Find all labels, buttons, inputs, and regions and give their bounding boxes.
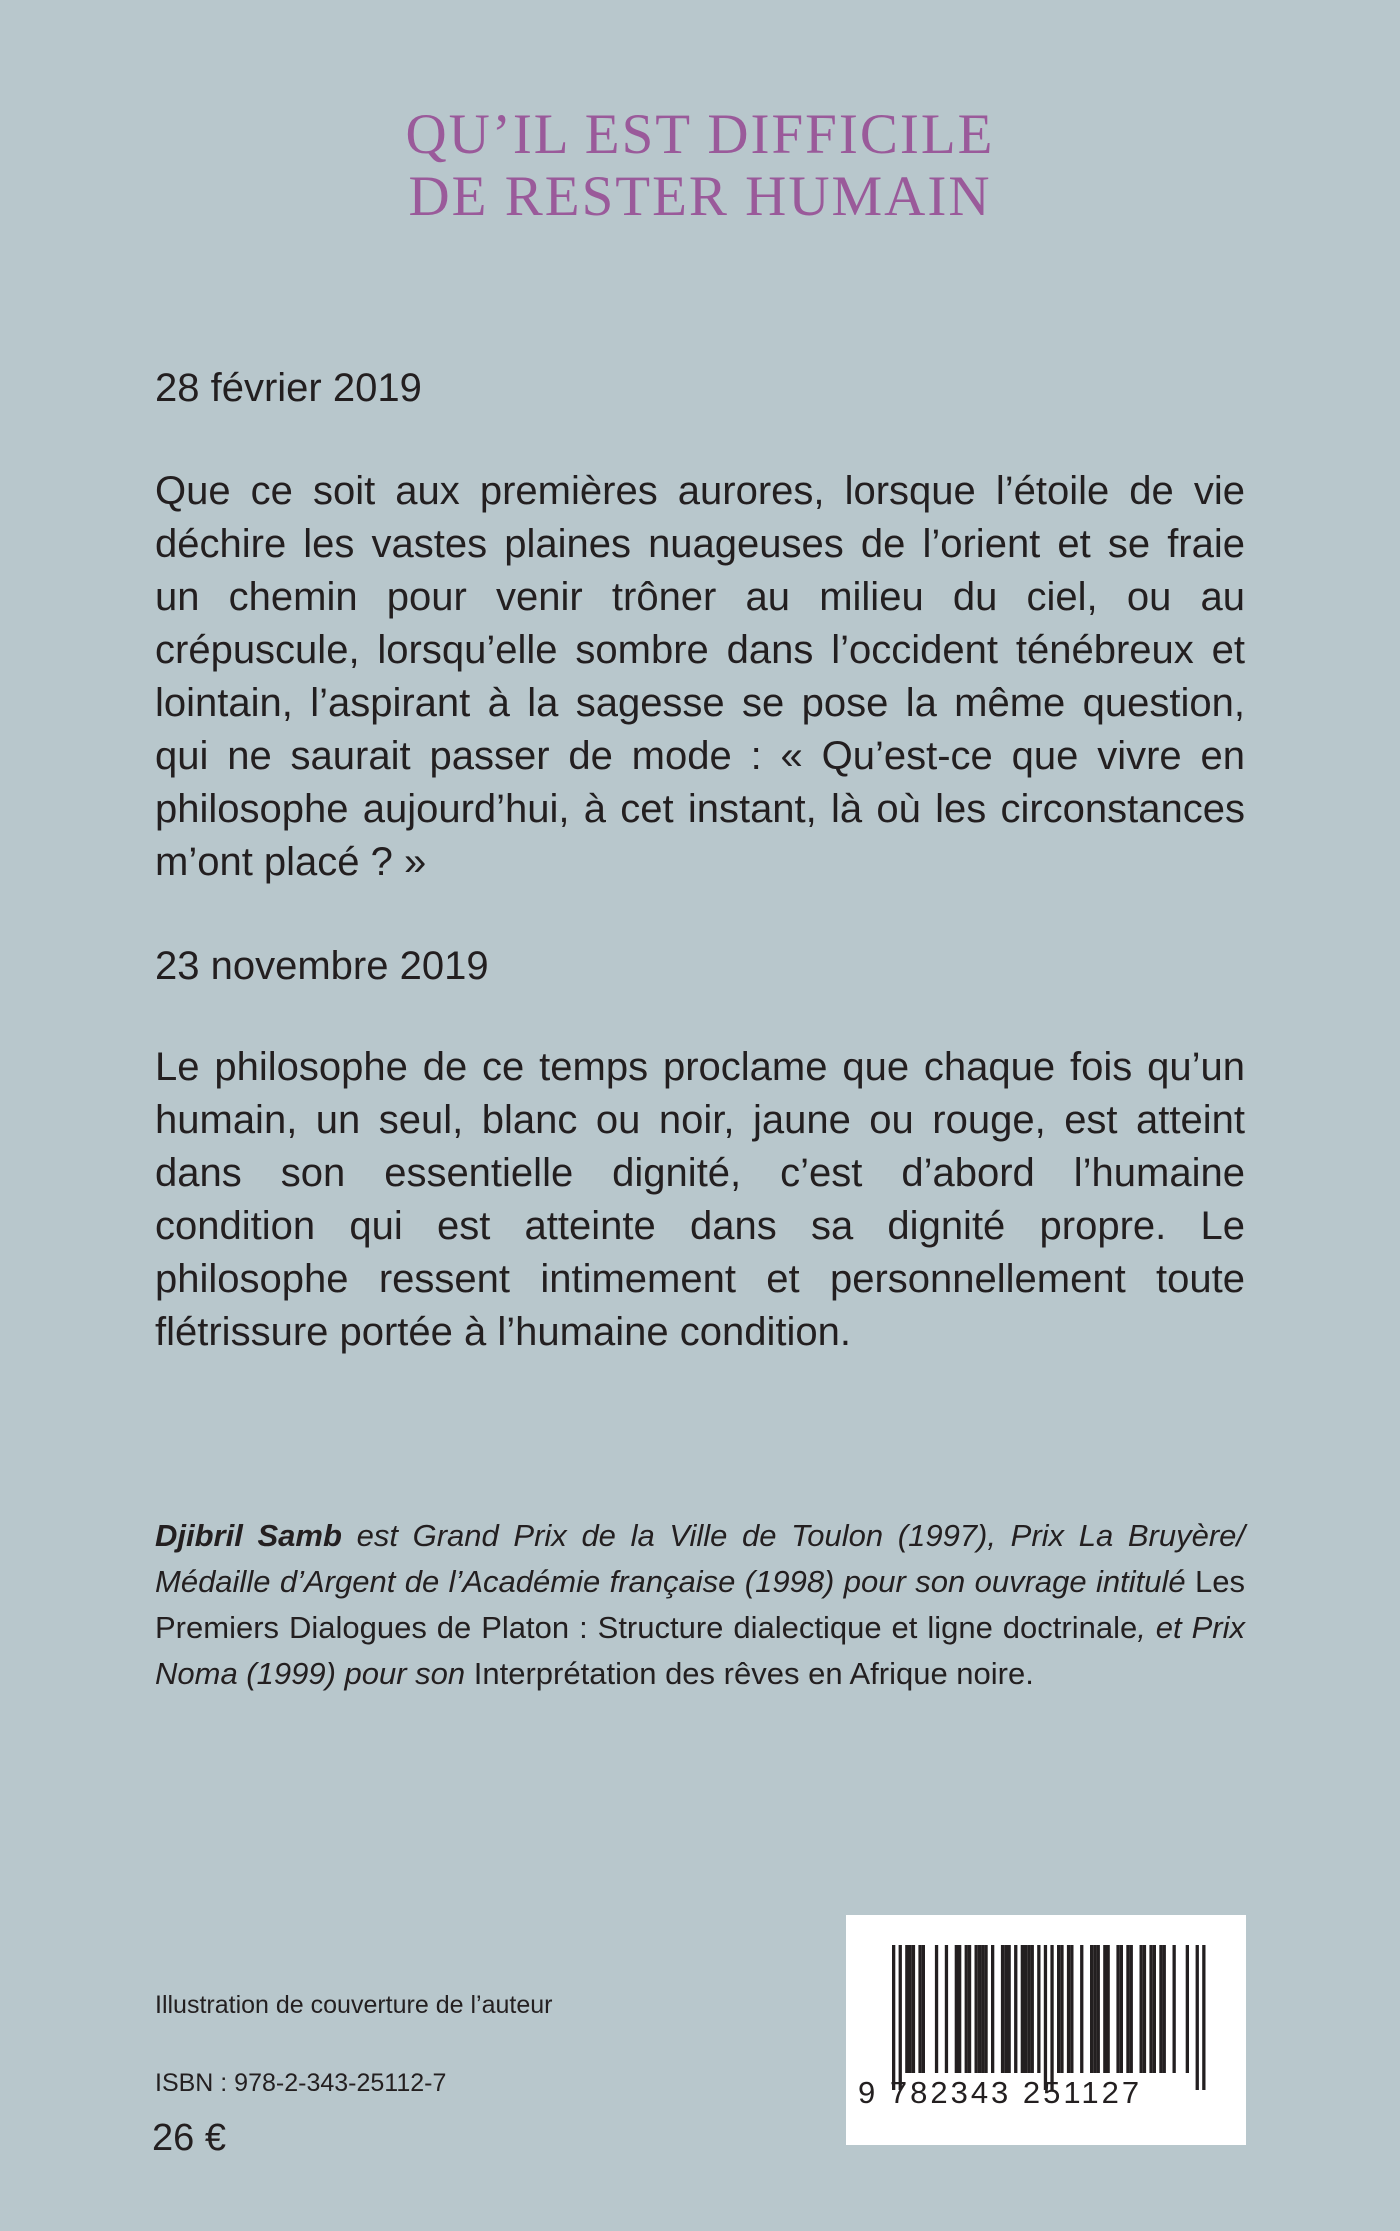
barcode-bar bbox=[1173, 1945, 1176, 2073]
barcode-bar bbox=[1060, 1945, 1063, 2073]
barcode-bar bbox=[1014, 1945, 1017, 2073]
barcode-bar bbox=[1008, 1945, 1011, 2073]
barcode-bar bbox=[1126, 1945, 1129, 2073]
barcode-bar bbox=[892, 1945, 895, 2090]
barcode-bar bbox=[1050, 1945, 1053, 2090]
barcode-bar bbox=[955, 1945, 958, 2073]
author-bio bbox=[155, 1513, 1245, 1697]
barcode-bar bbox=[1202, 1945, 1205, 2090]
barcode-bar bbox=[968, 1945, 971, 2073]
barcode-bar bbox=[1159, 1945, 1162, 2073]
barcode-bar bbox=[1149, 1945, 1152, 2073]
barcode-bar bbox=[965, 1945, 968, 2073]
barcode-bar bbox=[1140, 1945, 1143, 2073]
book-title-line-1: QU’IL EST DIFFICILE bbox=[405, 103, 995, 166]
barcode-bar bbox=[978, 1945, 981, 2073]
barcode-bar bbox=[1186, 1945, 1189, 2073]
bio-awards: est Grand Prix de la Ville de Toulon (1997), Prix La Bruyère/ Médaille d’Argent de l’Académie française (1998) pour son ouvrage intitulé bbox=[155, 1518, 1245, 1599]
barcode-bar bbox=[1103, 1945, 1106, 2073]
section-1-date: 28 février 2019 bbox=[155, 366, 422, 410]
barcode-bar bbox=[1090, 1945, 1093, 2073]
barcode-bar bbox=[1004, 1945, 1007, 2073]
barcode-bar bbox=[1021, 1945, 1024, 2073]
isbn: ISBN : 978-2-343-25112-7 bbox=[155, 2069, 447, 2097]
section-2-date: 23 novembre 2019 bbox=[155, 944, 489, 988]
barcode-bar bbox=[1031, 1945, 1034, 2073]
barcode-bar bbox=[1001, 1945, 1004, 2073]
barcode-bar bbox=[922, 1945, 925, 2073]
price: 26 € bbox=[152, 2117, 226, 2159]
barcode-bar bbox=[1196, 1945, 1199, 2090]
barcode-bar bbox=[1163, 1945, 1166, 2073]
barcode-bar bbox=[958, 1945, 961, 2073]
barcode-bar bbox=[1037, 1945, 1040, 2073]
barcode-bar bbox=[1070, 1945, 1073, 2073]
book-title bbox=[0, 104, 1400, 228]
barcode-bar bbox=[1097, 1945, 1100, 2073]
bio-work-1: Les Premiers Dialogues de Platon : Structure dialectique et ligne doctrinale bbox=[155, 1564, 1245, 1645]
barcode-bar bbox=[1143, 1945, 1146, 2073]
barcode-bar bbox=[905, 1945, 908, 2073]
author-name: Djibril Samb bbox=[155, 1518, 342, 1553]
barcode-bar bbox=[975, 1945, 978, 2073]
barcode-bar bbox=[1153, 1945, 1156, 2073]
barcode-bar bbox=[912, 1945, 915, 2073]
bio-awards-2: , et Prix Noma (1999) pour son bbox=[155, 1610, 1245, 1691]
barcode-bar bbox=[1067, 1945, 1070, 2073]
barcode-bar bbox=[1027, 1945, 1030, 2073]
barcode-bar bbox=[1107, 1945, 1110, 2073]
barcode-bar bbox=[945, 1945, 948, 2073]
barcode-bar bbox=[1120, 1945, 1123, 2073]
barcode-bar bbox=[984, 1945, 987, 2073]
barcode-bar bbox=[1044, 1945, 1047, 2090]
barcode-digits: 9 782343 251127 bbox=[858, 2075, 1143, 2110]
barcode bbox=[846, 1915, 1246, 2145]
section-2-text: Le philosophe de ce temps proclame que chaque fois qu’un humain, un seul, blanc ou noir, jaune ou rouge, est atteint dans son essentielle dignité, c’est d’abord l’humaine condition qui est atteinte dans sa dignité propre. Le philosophe ressent intimement et personnellement toute flétrissure portée à l’humaine condition. bbox=[155, 1045, 1245, 1354]
book-title-line-2: DE RESTER HUMAIN bbox=[408, 165, 992, 228]
barcode-bar bbox=[935, 1945, 938, 2073]
barcode-bar bbox=[1116, 1945, 1119, 2073]
barcode-bar bbox=[1093, 1945, 1096, 2073]
barcode-bar bbox=[1024, 1945, 1027, 2073]
barcode-bar bbox=[1057, 1945, 1060, 2073]
barcode-bar bbox=[991, 1945, 994, 2073]
barcode-bar bbox=[981, 1945, 984, 2073]
section-1-text: Que ce soit aux premières aurores, lorsque l’étoile de vie déchire les vastes plaines nuageuses de l’orient et se fraie un chemin pour venir trôner au milieu du ciel, ou au crépuscule, lorsqu’elle sombre dans l’occident ténébreux et lointain, l’aspirant à la sagesse se pose la même question, qui ne saurait passer de mode : « Qu’est-ce que vivre en philosophe aujourd’hui, à cet instant, là où les circonstances m’ont placé ? » bbox=[155, 469, 1245, 884]
barcode-bar bbox=[918, 1945, 921, 2073]
barcode-bar bbox=[1080, 1945, 1083, 2073]
barcode-bar bbox=[1130, 1945, 1133, 2073]
bio-work-2: Interprétation des rêves en Afrique noire. bbox=[473, 1656, 1034, 1691]
barcode-bar bbox=[909, 1945, 912, 2073]
illustration-credit: Illustration de couverture de l’auteur bbox=[155, 1991, 553, 2019]
barcode-bar bbox=[899, 1945, 902, 2090]
